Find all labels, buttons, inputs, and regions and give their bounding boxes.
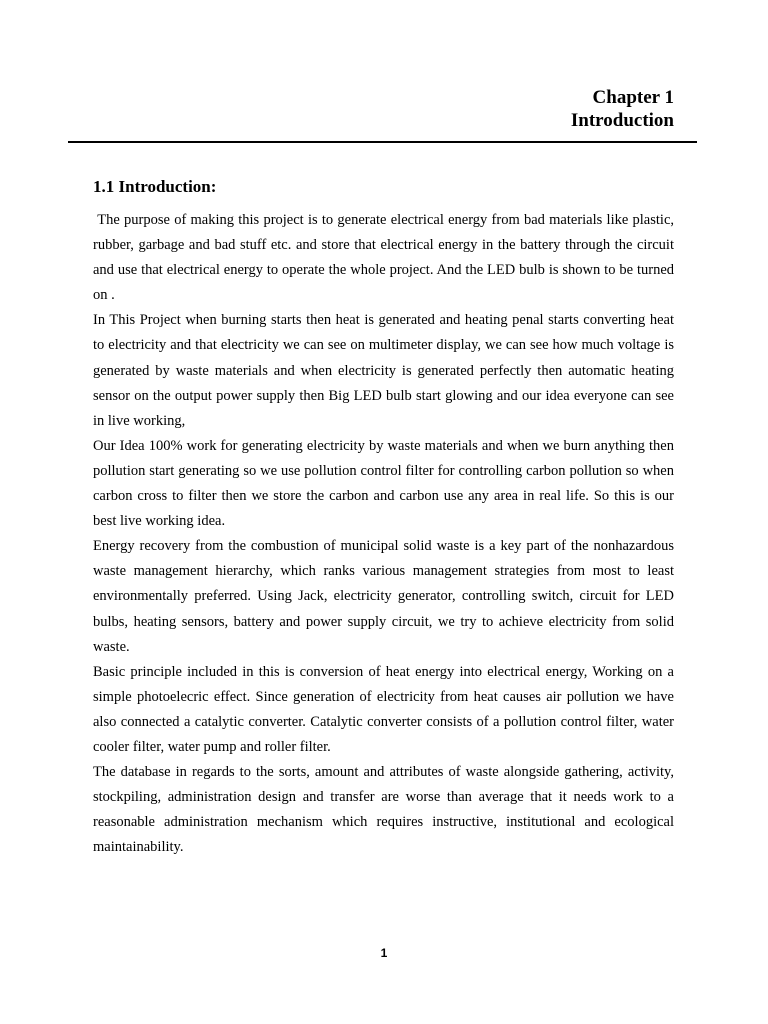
paragraph: The database in regards to the sorts, amount and attributes of waste alongside gathering, activity, stockpiling, administration design and transfer are worse than average that it needs work to a reasonable administration mechanism which requires instructive, institutional and ecological maintainability.	[93, 764, 674, 856]
paragraph: The purpose of making this project is to generate electrical energy from bad materials like plastic, rubber, garbage and bad stuff etc. and store that electrical energy in the battery through the circuit and use that electrical energy to operate the whole project. And the LED bulb is shown to be turned on .	[93, 212, 678, 304]
chapter-header	[571, 86, 674, 132]
paragraph: Basic principle included in this is conversion of heat energy into electrical energy, Working on a simple photoelecric effect. Since generation of electricity from heat causes air pollution we have also connected a catalytic converter. Catalytic converter consists of a pollution control filter, water cooler filter, water pump and roller filter.	[93, 663, 674, 755]
section-heading: 1.1 Introduction:	[93, 177, 217, 196]
chapter-divider	[68, 141, 697, 143]
paragraph: In This Project when burning starts then heat is generated and heating penal starts converting heat to electricity and that electricity we can see on multimeter display, we can see how much voltage is generated by waste materials and when electricity is generated perfectly then automatic heating sensor on the output power supply then Big LED bulb start glowing and our idea everyone can see in live working,	[93, 312, 674, 429]
chapter-title: Introduction	[570, 110, 674, 131]
chapter-label: Chapter 1	[592, 87, 674, 108]
body-text	[93, 208, 678, 860]
page-number: 1	[380, 946, 388, 960]
paragraph: Energy recovery from the combustion of municipal solid waste is a key part of the nonhazardous waste management hierarchy, which ranks various management strategies from most to least environmentally preferred. Using Jack, electricity generator, controlling switch, circuit for LED bulbs, heating sensors, battery and power supply circuit, we try to achieve electricity from solid waste.	[93, 538, 674, 655]
paragraph: Our Idea 100% work for generating electricity by waste materials and when we burn anything then pollution start generating so we use pollution control filter for controlling carbon pollution so when carbon cross to filter then we store the carbon and carbon use any area in real life. So this is our best live working idea.	[93, 437, 674, 530]
